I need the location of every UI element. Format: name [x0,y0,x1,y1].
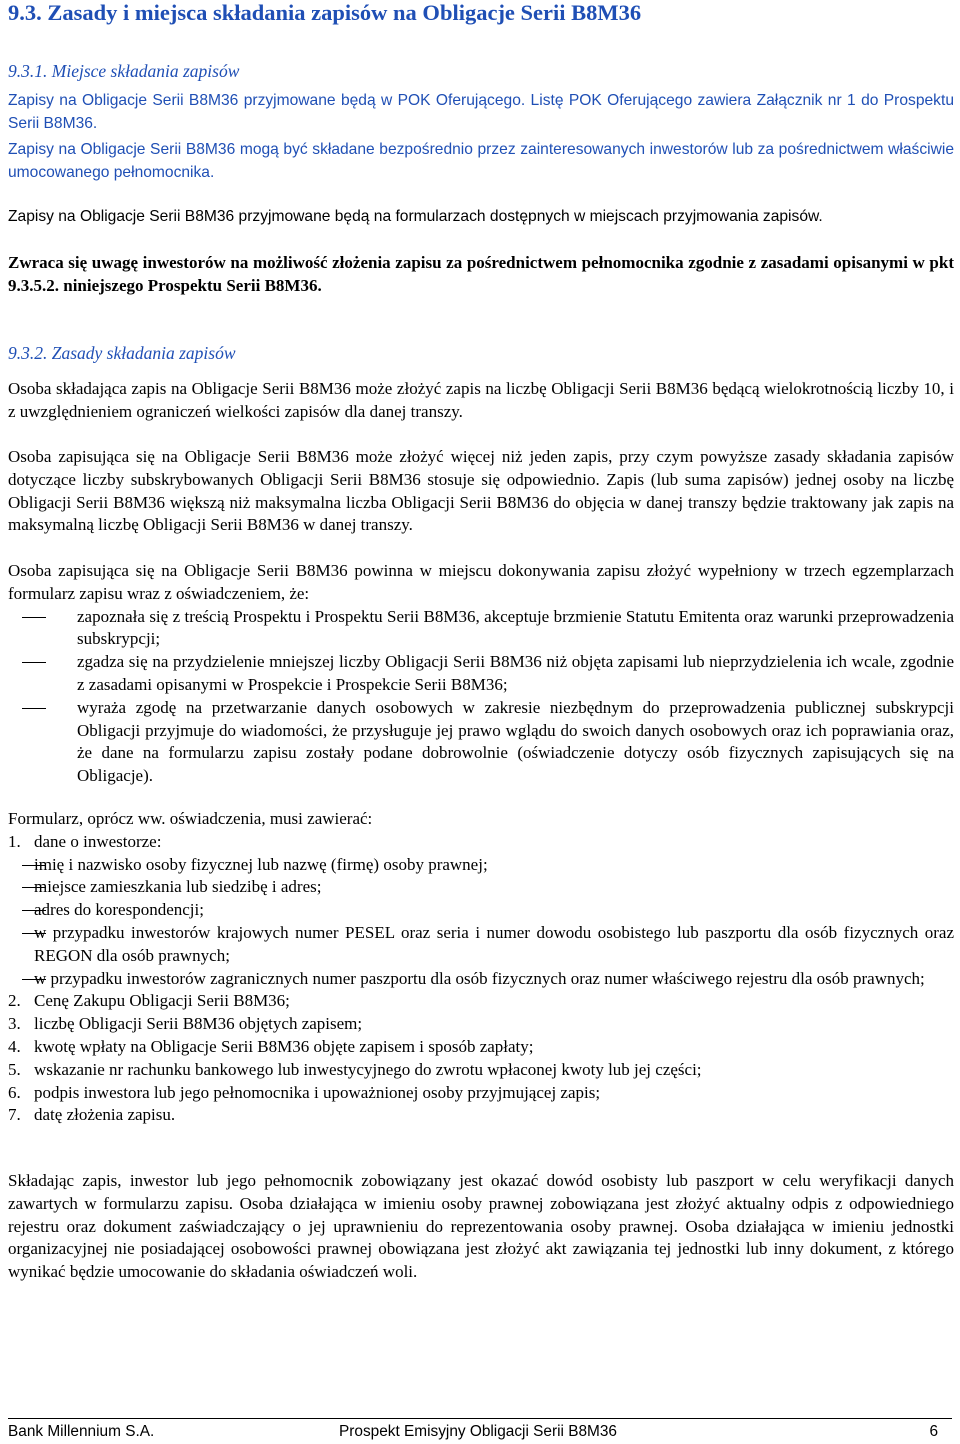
page-number: 6 [929,1423,938,1440]
subsection-title-place: 9.3.1. Miejsce składania zapisów [8,61,240,81]
declaration-list [8,606,954,788]
list-item: w przypadku inwestorów krajowych numer PESEL oraz seria i numer dowodu osobistego lub paszportu dla osób fizycznych oraz REGON dla osób prawnych; [8,922,954,968]
list-item: 3. liczbę Obligacji Serii B8M36 objętych zapisem; [8,1014,363,1034]
list-item: 5. wskazanie nr rachunku bankowego lub inwestycyjnego do zwrotu wpłaconej kwoty lub jej części; [8,1059,702,1079]
paragraph-identity-verification: Składając zapis, inwestor lub jego pełnomocnik zobowiązany jest okazać dowód osobisty lub paszport w celu weryfikacji danych zawartych w formularzu zapisu. Osoba działająca w imieniu osoby prawnej zobowiązana jest złożyć aktualny odpis z odpowiedniego rejestru oraz dokument zaświadczający o jej uprawnieniu do reprezentowania osoby prawnej. Osoba działająca w imieniu jednostki organizacyjnej nie posiadającej osobowości prawnej obowiązana jest złożyć akt zawiązania tej jednostki lub inny dokument, z którego wynikać będzie umocowanie do składania oświadczeń woli. [8,1171,954,1282]
form-requirements-block [8,808,954,1127]
page-footer [8,1418,952,1443]
form-items-list [8,831,954,1127]
paragraph-direct-or-proxy: Zapisy na Obligacje Serii B8M36 mogą być składane bezpośrednio przez zainteresowanych inwestorów lub za pośrednictwem właściwie umocowanego pełnomocnika. [8,141,954,181]
list-item: imię i nazwisko osoby fizycznej lub nazwę (firmę) osoby prawnej; [8,854,954,877]
paragraph-poc-list: Zapisy na Obligacje Serii B8M36 przyjmowane będą w POK Oferującego. Listę POK Oferującego zawiera Załącznik nr 1 do Prospektu Serii B8M36. [8,92,954,132]
paragraph-proxy-notice: Zwraca się uwagę inwestorów na możliwość złożenia zapisu za pośrednictwem pełnomocnika zgodnie z zasadami opisanymi w pkt 9.3.5.2. niniejszego Prospektu Serii B8M36. [8,253,954,295]
list-item: 1. dane o inwestorze: imię i nazwisko osoby fizycznej lub nazwę (firmę) osoby prawnej; miejsce zamieszkania lub siedzibę i adres; adres do korespondencji; w przypadku inwestorów krajowych numer PESEL oraz seria i numer dowodu osobistego lub paszportu dla osób fizycznych oraz REGON dla osób prawnych; w przypadku inwestorów zagranicznych numer paszportu dla osób fizycznych oraz numer właściwego rejestru dla osób prawnych; [8,831,954,991]
list-item: wyraża zgodę na przetwarzanie danych osobowych w zakresie niezbędnym do przeprowadzenia publicznej subskrypcji Obligacji przyjmuje do wiadomości, że przysługuje jej prawo wglądu do swoich danych osobowych oraz ich poprawiania oraz, że dane na formularzu zapisu zostały podane dobrowolnie (oświadczenie dotyczy osób fizycznych zapisujących się na Obligacje). [8,697,954,788]
paragraph-multiple-of-10: Osoba składająca zapis na Obligacje Serii B8M36 może złożyć zapis na liczbę Obligacji Serii B8M36 będącą wielokrotnością liczby 10, i z uwzględnieniem ograniczeń wielkości zapisów dla danej transzy. [8,379,954,421]
list-item: w przypadku inwestorów zagranicznych numer paszportu dla osób fizycznych oraz numer właściwego rejestru dla osób prawnych; [8,968,954,991]
declaration-block [8,560,954,788]
list-item: miejsce zamieszkania lub siedzibę i adres; [8,876,954,899]
investor-data-list [8,854,954,991]
footer-company: Bank Millennium S.A. [8,1423,155,1440]
section-heading: 9.3. Zasady i miejsca składania zapisów na Obligacje Serii B8M36 [8,0,642,25]
list-item: 4. kwotę wpłaty na Obligacje Serii B8M36 objęte zapisem i sposób zapłaty; [8,1036,534,1056]
list-item: zgadza się na przydzielenie mniejszej liczby Obligacji Serii B8M36 niż objęta zapisami lub nieprzydzielenia ich wcale, zgodnie z zasadami opisanymi w Prospekcie i Prospekcie Serii B8M36; [8,651,954,697]
form-intro: Formularz, oprócz ww. oświadczenia, musi zawierać: [8,809,373,828]
subsection-title-rules: 9.3.2. Zasady składania zapisów [8,343,236,363]
list-item: adres do korespondencji; [8,899,954,922]
footer-document-title: Prospekt Emisyjny Obligacji Serii B8M36 [339,1423,617,1440]
paragraph-multiple-subscriptions: Osoba zapisująca się na Obligacje Serii B8M36 może złożyć więcej niż jeden zapis, przy czym powyższe zasady składania zapisów dotyczące liczby subskrybowanych Obligacji Serii B8M36 stosuje się odpowiednio. Zapis (lub suma zapisów) jednej osoby na liczbę Obligacji Serii B8M36 większą niż maksymalna liczba Obligacji Serii B8M36 do objęcia w danej transzy będzie traktowany jak zapis na maksymalną liczbę Obligacji Serii B8M36 w danej transzy. [8,447,954,535]
list-item: 7. datę złożenia zapisu. [8,1105,176,1125]
list-item: 2. Cenę Zakupu Obligacji Serii B8M36; [8,991,290,1011]
paragraph-declaration-intro: Osoba zapisująca się na Obligacje Serii B8M36 powinna w miejscu dokonywania zapisu złożyć wypełniony w trzech egzemplarzach formularz zapisu wraz z oświadczeniem, że: [8,561,954,603]
paragraph-forms: Zapisy na Obligacje Serii B8M36 przyjmowane będą na formularzach dostępnych w miejscach przyjmowania zapisów. [8,208,823,225]
list-item: 6. podpis inwestora lub jego pełnomocnika i upoważnionej osoby przyjmującej zapis; [8,1082,601,1102]
list-item: zapoznała się z treścią Prospektu i Prospektu Serii B8M36, akceptuje brzmienie Statutu Emitenta oraz warunki przeprowadzenia subskrypcji; [8,606,954,652]
